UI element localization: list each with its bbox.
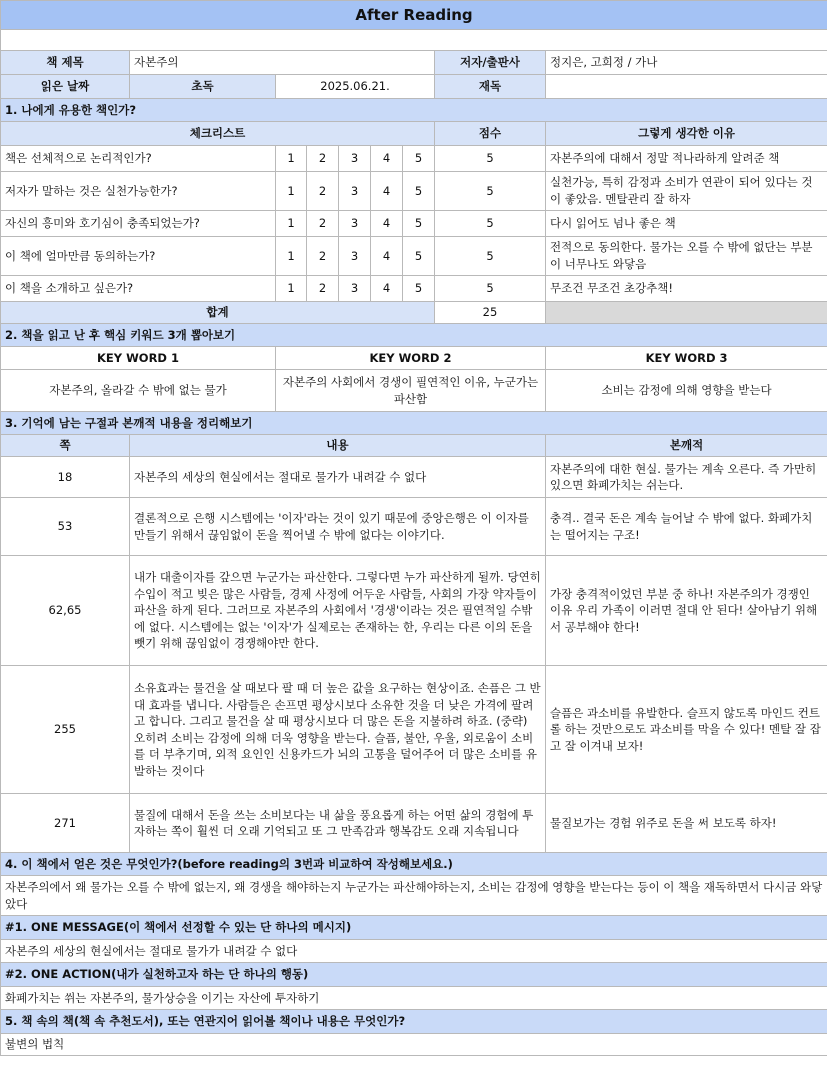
total-value: 25 <box>435 302 546 324</box>
scale-option-4[interactable]: 4 <box>371 276 403 302</box>
checklist-reason[interactable]: 전적으로 동의한다. 물가는 오를 수 밖에 없단는 부분이 너무나도 와닿음 <box>546 237 827 276</box>
author-label: 저자/출판사 <box>435 51 546 75</box>
scale-option-3[interactable]: 3 <box>339 211 371 237</box>
section1-title: 1. 나에게 유용한 책인가? <box>1 99 827 122</box>
keyword-value-2[interactable]: 자본주의 사회에서 경생이 필연적인 이유, 누군가는 파산함 <box>276 370 546 412</box>
quote-insight[interactable]: 물질보가는 경험 위주로 돈을 써 보도록 하자! <box>546 794 827 853</box>
section5-title: 5. 책 속의 책(책 속 추천도서), 또는 연관지어 읽어볼 책이나 내용은 무엇인가? <box>1 1010 827 1034</box>
scale-option-3[interactable]: 3 <box>339 276 371 302</box>
total-label: 합계 <box>1 302 435 324</box>
quote-page[interactable]: 271 <box>1 794 130 853</box>
total-blank <box>546 302 827 324</box>
keyword-value-1[interactable]: 자본주의, 올라갈 수 밖에 없는 물가 <box>1 370 276 412</box>
scale-option-2[interactable]: 2 <box>307 172 339 211</box>
scale-option-4[interactable]: 4 <box>371 237 403 276</box>
quote-page[interactable]: 255 <box>1 666 130 794</box>
scale-option-5[interactable]: 5 <box>403 172 435 211</box>
keyword-header-3: KEY WORD 3 <box>546 347 827 370</box>
section5-answer[interactable]: 불변의 법칙 <box>1 1034 827 1056</box>
reason-header: 그렇게 생각한 이유 <box>546 122 827 146</box>
scale-option-4[interactable]: 4 <box>371 146 403 172</box>
scale-option-2[interactable]: 2 <box>307 276 339 302</box>
quote-row <box>1 666 827 794</box>
section2-title: 2. 책을 읽고 난 후 핵심 키워드 3개 뽑아보기 <box>1 324 827 347</box>
first-read-value[interactable]: 2025.06.21. <box>276 75 435 99</box>
insight-header: 본깨적 <box>546 435 827 457</box>
scale-option-3[interactable]: 3 <box>339 172 371 211</box>
quote-content[interactable]: 물질에 대해서 돈을 쓰는 소비보다는 내 삶을 풍요롭게 하는 어떤 삶의 경험에 투자하는 쪽이 훨씬 더 오래 기억되고 또 그 만족감과 행복감도 오래 지속됩니다 <box>130 794 546 853</box>
scale-option-1[interactable]: 1 <box>276 211 307 237</box>
quote-content[interactable]: 자본주의 세상의 현실에서는 절대로 물가가 내려갈 수 없다 <box>130 457 546 498</box>
scale-option-2[interactable]: 2 <box>307 146 339 172</box>
quote-insight[interactable]: 충격.. 결국 돈은 계속 늘어날 수 밖에 없다. 화폐가치는 떨어지는 구조! <box>546 498 827 556</box>
scale-option-2[interactable]: 2 <box>307 237 339 276</box>
quote-page[interactable]: 53 <box>1 498 130 556</box>
checklist-row <box>1 211 827 237</box>
scale-option-1[interactable]: 1 <box>276 172 307 211</box>
checklist-row <box>1 172 827 211</box>
scale-option-1[interactable]: 1 <box>276 146 307 172</box>
checklist-score[interactable]: 5 <box>435 211 546 237</box>
scale-option-4[interactable]: 4 <box>371 211 403 237</box>
checklist-score[interactable]: 5 <box>435 276 546 302</box>
checklist-reason[interactable]: 무조건 무조건 초강추책! <box>546 276 827 302</box>
scale-option-3[interactable]: 3 <box>339 237 371 276</box>
keyword-value-3[interactable]: 소비는 감정에 의해 영향을 받는다 <box>546 370 827 412</box>
keyword-header-2: KEY WORD 2 <box>276 347 546 370</box>
scale-option-1[interactable]: 1 <box>276 237 307 276</box>
quote-insight[interactable]: 가장 충격적이었던 부분 중 하나! 자본주의가 경쟁인 이유 우리 가족이 이러면 절대 안 된다! 살아남기 위해서 공부해야 한다! <box>546 556 827 666</box>
one-action-title: #2. ONE ACTION(내가 실천하고자 하는 단 하나의 행동) <box>1 963 827 987</box>
quote-row <box>1 498 827 556</box>
one-action-answer[interactable]: 화폐가치는 쒸는 자본주의, 물가상승을 이기는 자산에 투자하기 <box>1 987 827 1010</box>
page-header: 쪽 <box>1 435 130 457</box>
quote-row <box>1 457 827 498</box>
checklist-question: 자신의 흥미와 호기심이 충족되었는가? <box>1 211 276 237</box>
first-read-label: 초독 <box>130 75 276 99</box>
read-date-label: 읽은 날짜 <box>1 75 130 99</box>
checklist-row <box>1 237 827 276</box>
quote-row <box>1 794 827 853</box>
scale-option-3[interactable]: 3 <box>339 146 371 172</box>
reread-value[interactable] <box>546 75 827 99</box>
checklist-question: 저자가 말하는 것은 실천가능한가? <box>1 172 276 211</box>
section4-answer[interactable]: 자본주의에서 왜 물가는 오를 수 밖에 없는지, 왜 경생을 해야하는지 누군가는 파산해야하는지, 소비는 감정에 영향을 받는다는 등이 이 책을 재독하면서 다시금 와닿았다 <box>1 876 827 916</box>
scale-option-5[interactable]: 5 <box>403 276 435 302</box>
reread-label: 재독 <box>435 75 546 99</box>
quote-page[interactable]: 18 <box>1 457 130 498</box>
page-title: After Reading <box>1 1 827 30</box>
author-value[interactable]: 정지은, 고희정 / 가나 <box>546 51 827 75</box>
section4-title: 4. 이 책에서 얻은 것은 무엇인가?(before reading의 3번과 비교하여 작성해보세요.) <box>1 853 827 876</box>
section3-title: 3. 기억에 남는 구절과 본깨적 내용을 정리해보기 <box>1 412 827 435</box>
one-message-answer[interactable]: 자본주의 세상의 현실에서는 절대로 물가가 내려갈 수 없다 <box>1 940 827 963</box>
scale-option-2[interactable]: 2 <box>307 211 339 237</box>
checklist-score[interactable]: 5 <box>435 237 546 276</box>
checklist-question: 책은 선체적으로 논리적인가? <box>1 146 276 172</box>
checklist-reason[interactable]: 자본주의에 대해서 정말 적나라하게 알려준 책 <box>546 146 827 172</box>
one-message-title: #1. ONE MESSAGE(이 책에서 선정할 수 있는 단 하나의 메시지) <box>1 916 827 940</box>
quote-content[interactable]: 소유효과는 물건을 살 때보다 팔 때 더 높은 값을 요구하는 현상이죠. 손픔은 그 반대 효과를 냅니다. 사람들은 손프면 평상시보다 소유한 것을 더 낮은 가격에 팔려고 합니다. 그리고 물건을 살 때 평상시보다 더 많은 돈을 지불하려 하죠. (중략) 오히려 소비는 감정에 의해 더욱 영향을 받는다. 슬픔, 불안, 우울, 외로움이 소비를 더 부추기며, 외적 요인인 신용카드가 뇌의 고통을 덜어주어 더 많은 소비를 유발하는 것이다 <box>130 666 546 794</box>
book-title-label: 책 제목 <box>1 51 130 75</box>
blank-row <box>1 30 827 51</box>
scale-option-1[interactable]: 1 <box>276 276 307 302</box>
checklist-row <box>1 146 827 172</box>
quote-row <box>1 556 827 666</box>
score-header: 점수 <box>435 122 546 146</box>
checklist-score[interactable]: 5 <box>435 172 546 211</box>
checklist-question: 이 책에 얼마만큼 동의하는가? <box>1 237 276 276</box>
checklist-score[interactable]: 5 <box>435 146 546 172</box>
scale-option-5[interactable]: 5 <box>403 211 435 237</box>
content-header: 내용 <box>130 435 546 457</box>
quote-content[interactable]: 결론적으로 은행 시스템에는 '이자'라는 것이 있기 때문에 중앙은행은 이 이자를 만들기 위해서 끊임없이 돈을 찍어낼 수 밖에 없다는 이야기다. <box>130 498 546 556</box>
scale-option-5[interactable]: 5 <box>403 237 435 276</box>
scale-option-4[interactable]: 4 <box>371 172 403 211</box>
checklist-row <box>1 276 827 302</box>
quote-insight[interactable]: 자본주의에 대한 현실. 물가는 계속 오른다. 즉 가만히 있으면 화폐가치는 쉬는다. <box>546 457 827 498</box>
checklist-reason[interactable]: 다시 읽어도 넘나 좋은 책 <box>546 211 827 237</box>
keyword-header-1: KEY WORD 1 <box>1 347 276 370</box>
quote-page[interactable]: 62,65 <box>1 556 130 666</box>
scale-option-5[interactable]: 5 <box>403 146 435 172</box>
checklist-question: 이 책을 소개하고 싶은가? <box>1 276 276 302</box>
quote-insight[interactable]: 슬픔은 과소비를 유발한다. 슬프지 않도록 마인드 컨트롤 하는 것만으로도 과소비를 막을 수 있다! 멘탈 잘 잡고 잘 이겨내 보자! <box>546 666 827 794</box>
quote-content[interactable]: 내가 대출이자를 갚으면 누군가는 파산한다. 그렇다면 누가 파산하게 될까. 당연히 수입이 적고 빚은 많은 사람들, 경제 사정에 어두운 사람들, 사회의 가장 약자들이 파산을 하게 된다. 그러므로 자본주의 사회에서 '경생'이라는 것은 필연적일 수밖에 없다. 시스템에는 없는 '이자'가 실제로는 존재하는 한, 우리는 다른 이의 돈을 뺏기 위해 끊임없이 경쟁해야만 한다. <box>130 556 546 666</box>
checklist-header: 체크리스트 <box>1 122 435 146</box>
checklist-reason[interactable]: 실천가능, 특히 감정과 소비가 연관이 되어 있다는 것이 좋았음. 멘탈관리 잘 하자 <box>546 172 827 211</box>
book-title-value[interactable]: 자본주의 <box>130 51 435 75</box>
